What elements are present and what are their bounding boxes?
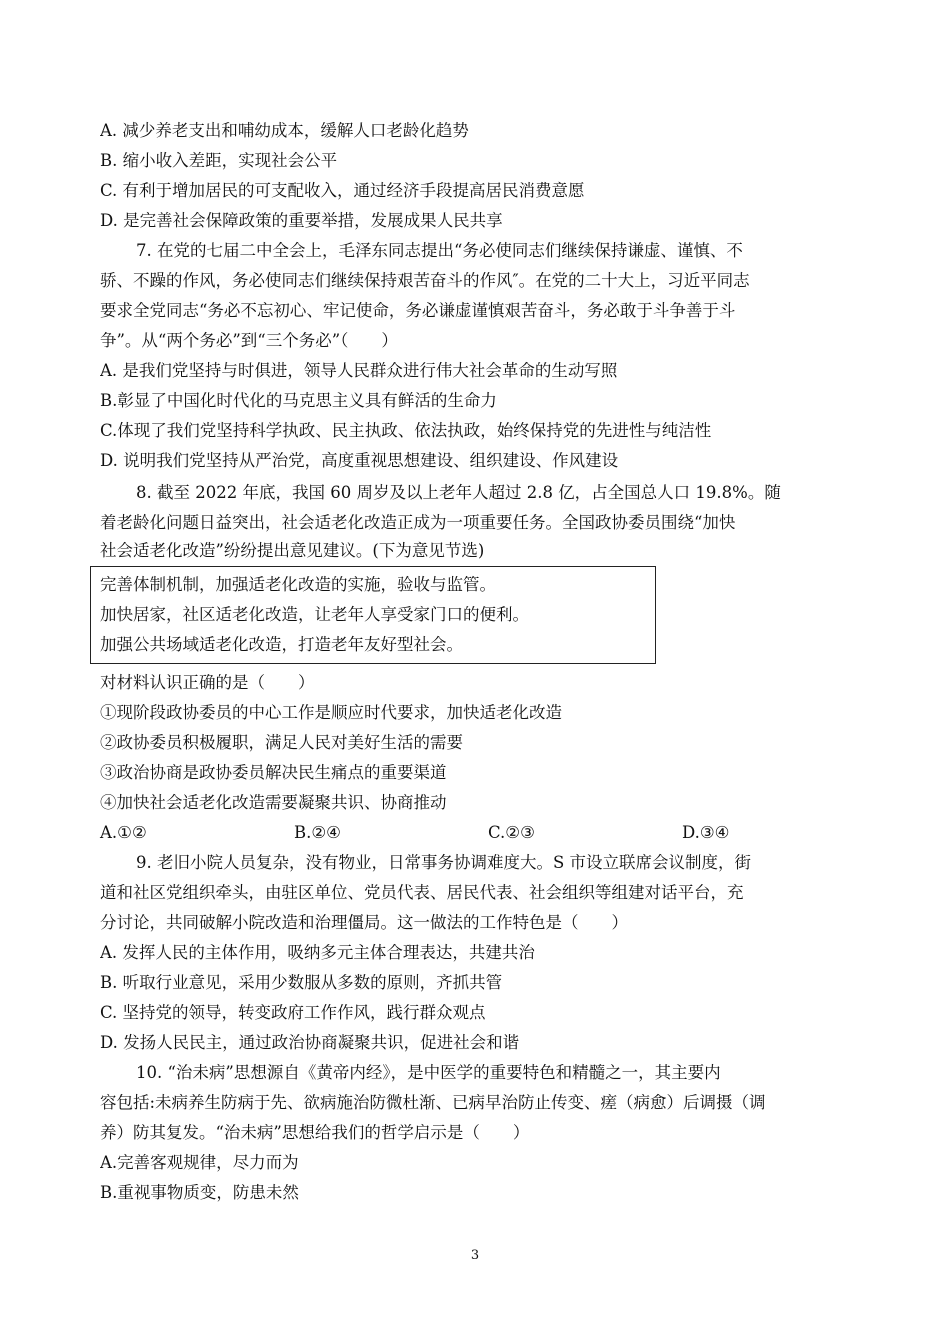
- q7-option-c: C.体现了我们党坚持科学执政、民主执政、依法执政，始终保持党的先进性与纯洁性: [100, 421, 712, 440]
- q8-material-line: 完善体制机制，加强适老化改造的实施，验收与监管。: [100, 575, 496, 594]
- q9-stem-line: 道和社区党组织牵头，由驻区单位、党员代表、居民代表、社会组织等组建对话平台，充: [100, 883, 744, 902]
- q6-option-c: C. 有利于增加居民的可支配收入，通过经济手段提高居民消费意愿: [100, 181, 585, 200]
- q6-option-d: D. 是完善社会保障政策的重要举措，发展成果人民共享: [100, 211, 503, 230]
- q10-option-b: B.重视事物质变，防患未然: [100, 1183, 299, 1202]
- q9-stem-line: 9. 老旧小院人员复杂，没有物业，日常事务协调难度大。S 市设立联席会议制度，街: [136, 853, 752, 872]
- q8-choice-b: B.②④: [294, 823, 341, 842]
- q8-item-2: ②政协委员积极履职，满足人民对美好生活的需要: [100, 733, 463, 752]
- q8-choices: [100, 818, 860, 848]
- q8-choice-d: D.③④: [682, 823, 730, 842]
- q7-stem-line: 骄、不躁的作风，务必使同志们继续保持艰苦奋斗的作风″。在党的二十大上，习近平同志: [100, 271, 750, 290]
- q7-stem-line: 争”。从“两个务必”到“三个务必”（ ）: [100, 331, 398, 350]
- q10-stem-line: 容包括:未病养生防病于先、欲病施治防微杜渐、已病早治防止传变、瘥（病愈）后调摄（调: [100, 1093, 766, 1112]
- q10-stem-line: 10. “治未病”思想源自《黄帝内经》，是中医学的重要特色和精髓之一，其主要内: [136, 1063, 721, 1082]
- q9-option-d: D. 发扬人民民主，通过政治协商凝聚共识，促进社会和谐: [100, 1033, 520, 1052]
- q8-material-line: 加快居家，社区适老化改造，让老年人享受家门口的便利。: [100, 605, 529, 624]
- q7-stem-line: 要求全党同志“务必不忘初心、牢记使命，务必谦虚谨慎艰苦奋斗，务必敢于斗争善于斗: [100, 301, 736, 320]
- q8-choice-a: A.①②: [100, 823, 147, 842]
- q10-option-a: A.完善客观规律，尽力而为: [100, 1153, 299, 1172]
- q7-stem-line: 7. 在党的七届二中全会上，毛泽东同志提出“务必使同志们继续保持谦虚、谨慎、不: [136, 241, 743, 260]
- q7-option-d: D. 说明我们党坚持从严治党，高度重视思想建设、组织建设、作风建设: [100, 451, 619, 470]
- q8-question: 对材料认识正确的是（ ）: [100, 673, 315, 692]
- q10-stem-line: 养）防其复发。“治未病”思想给我们的哲学启示是（ ）: [100, 1123, 530, 1142]
- q7-option-b: B.彰显了中国化时代化的马克思主义具有鲜活的生命力: [100, 391, 497, 410]
- q8-item-4: ④加快社会适老化改造需要凝聚共识、协商推动: [100, 793, 447, 812]
- q8-stem-line: 8. 截至 2022 年底，我国 60 周岁及以上老年人超过 2.8 亿，占全国总人口 19.8%。随: [136, 483, 781, 502]
- q6-option-a: A. 减少养老支出和哺幼成本，缓解人口老龄化趋势: [100, 121, 469, 140]
- page-number: 3: [470, 1248, 480, 1263]
- q7-option-a: A. 是我们党坚持与时俱进，领导人民群众进行伟大社会革命的生动写照: [100, 361, 618, 380]
- q8-item-3: ③政治协商是政协委员解决民生痛点的重要渠道: [100, 763, 447, 782]
- q8-stem-line: 着老龄化问题日益突出，社会适老化改造正成为一项重要任务。全国政协委员围绕“加快: [100, 513, 736, 532]
- q8-material-line: 加强公共场域适老化改造，打造老年友好型社会。: [100, 635, 463, 654]
- q6-option-b: B. 缩小收入差距，实现社会公平: [100, 151, 338, 170]
- q9-option-a: A. 发挥人民的主体作用，吸纳多元主体合理表达，共建共治: [100, 943, 535, 962]
- q9-option-c: C. 坚持党的领导，转变政府工作作风，践行群众观点: [100, 1003, 486, 1022]
- q9-option-b: B. 听取行业意见，采用少数服从多数的原则，齐抓共管: [100, 973, 503, 992]
- q9-stem-line: 分讨论，共同破解小院改造和治理僵局。这一做法的工作特色是（ ）: [100, 913, 628, 932]
- q8-stem-line: 社会适老化改造”纷纷提出意见建议。(下为意见节选): [100, 541, 485, 560]
- q8-choice-c: C.②③: [488, 823, 535, 842]
- q8-material-box: [90, 566, 656, 664]
- q8-item-1: ①现阶段政协委员的中心工作是顺应时代要求，加快适老化改造: [100, 703, 562, 722]
